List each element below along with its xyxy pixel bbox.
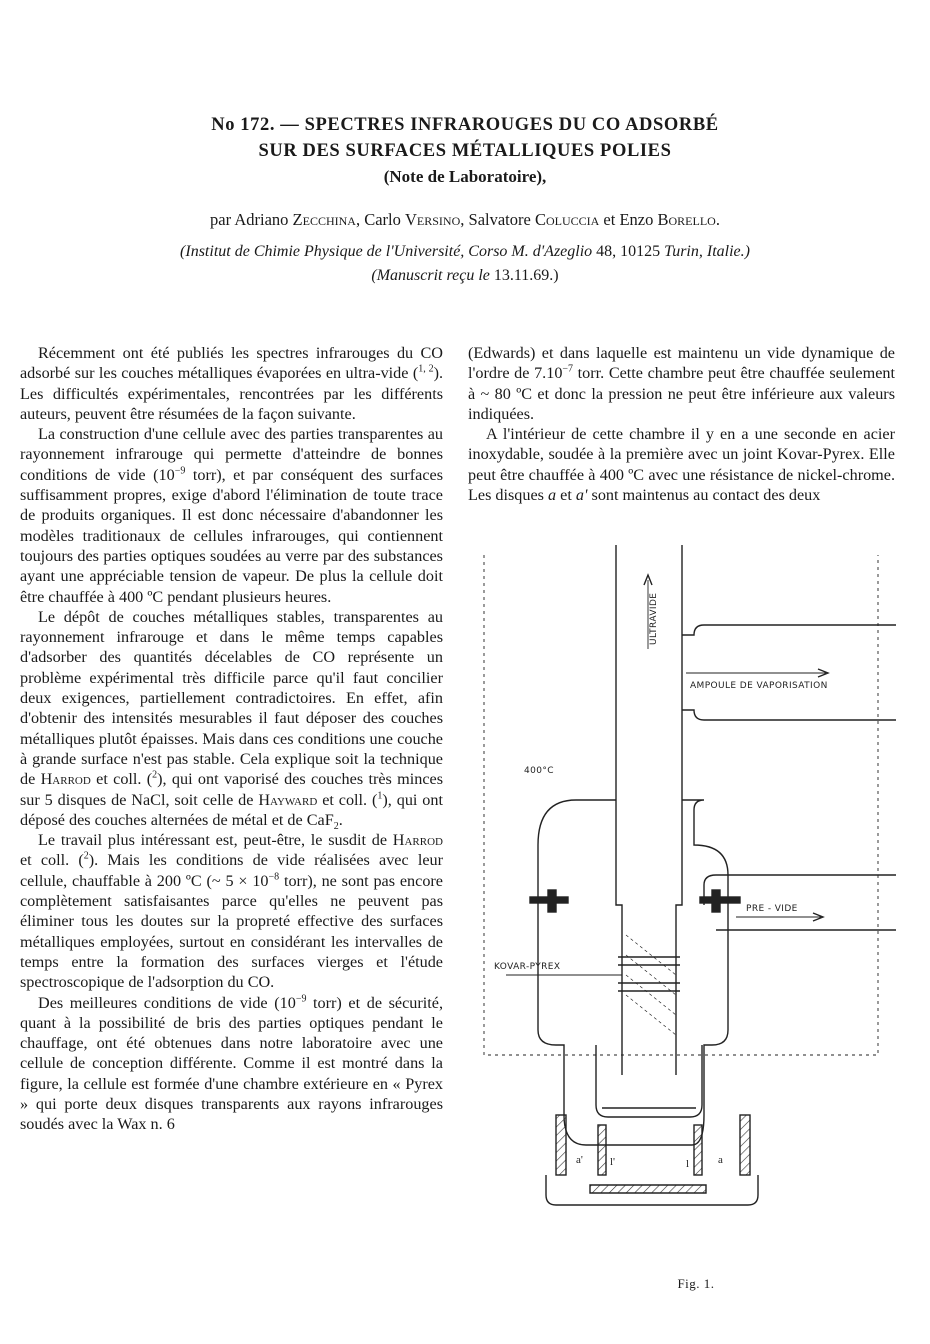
reference: 2 [152, 769, 158, 781]
authors-sep: et Enzo [599, 210, 658, 229]
outer-chamber-left [538, 800, 616, 1115]
authors-sep: , Carlo [355, 210, 405, 229]
text: torr), ne sont pas encore complètement satisfaisantes parce qu'elles ne peuvent pas éliminer tous les doutes sur la propreté effective des surfaces métalliques employées, surtout en considérant les intervalles de temps entre la formation des surfaces vierges et l'étude spectroscopique de l'adsorption du CO. [20, 871, 443, 992]
text: torr) et de sécurité, quant à la possibilité de bris des parties optiques pendant le chauffage, ont été obtenues dans notre laboratoire avec une cellule de conception différente. Comme il est montré dans la figure, la cellule est formée d'une chambre extérieure en « Pyrex » qui porte deux disques transparents aux rayons infrarouges soudés avec la Wax n. 6 [20, 993, 443, 1134]
right-column [468, 343, 895, 505]
text: La construction d'une cellule avec des parties transparentes au rayonnement infrarouge qui permette d'atteindre de bonnes conditions de vide (10 [20, 425, 443, 484]
window-l [694, 1125, 702, 1175]
text: ). Les difficultés expérimentales, rencontrées par les différents auteurs, peuvent être résumées de la façon suivante. [20, 364, 444, 423]
author-ref: Hayward [258, 790, 318, 809]
label-temp: 400°C [524, 766, 554, 776]
article-header [0, 112, 930, 288]
left-column [20, 343, 443, 1135]
window-a [740, 1115, 750, 1175]
dotted-heating-zone [622, 925, 676, 1045]
paragraph [468, 424, 895, 505]
authors [0, 208, 930, 232]
text: (Edwards) et dans laquelle est maintenu un vide dynamique de l'ordre de 7.10 [468, 344, 895, 383]
label-a-prime: a' [576, 1154, 583, 1166]
paragraph [20, 343, 443, 424]
italic-label: a' [575, 486, 588, 505]
label-l-prime: l' [610, 1156, 616, 1168]
outer-boundary [484, 555, 878, 1055]
text: Des meilleures conditions de vide (10 [38, 993, 296, 1012]
affiliation-text: (Institut de Chimie Physique de l'Université, Corso M. d'Azeglio [180, 243, 597, 260]
author-ref: Harrod [392, 831, 443, 850]
affiliation [0, 240, 930, 264]
branch-lower-a [682, 800, 704, 810]
author-name: Versino [405, 210, 461, 229]
manuscript-received [0, 264, 930, 288]
authors-prefix: par Adriano [210, 210, 293, 229]
outer-chamber-bottom [564, 1115, 704, 1145]
text: et coll. ( [317, 790, 378, 809]
title-line-1: No 172. — SPECTRES INFRAROUGES DU CO ADSORBÉ [211, 115, 719, 135]
manuscript-date: 13.11.69. [493, 267, 554, 284]
branch-middle [682, 710, 896, 720]
text: sont maintenus au contact des deux [587, 486, 821, 505]
paragraph [468, 343, 895, 424]
text: et coll. ( [20, 851, 84, 870]
title-line-2: SUR DES SURFACES MÉTALLIQUES POLIES [258, 141, 672, 161]
affiliation-number: 48, 10125 [596, 243, 661, 260]
text: ). Mais les conditions de vide réalisées avec leur cellule, chauffable à 200 ºC (~ 5 × 10 [20, 851, 443, 890]
inner-chamber [596, 1045, 702, 1117]
exponent: −8 [268, 871, 280, 883]
outer-chamber-right [694, 810, 728, 1115]
paragraph [20, 830, 443, 992]
text: Le travail plus intéressant est, peut-être, le susdit de [38, 831, 393, 850]
manuscript-label: (Manuscrit reçu le [371, 267, 494, 284]
window-l-prime [598, 1125, 606, 1175]
central-tube-left [616, 545, 622, 1075]
clamp-left [548, 890, 556, 912]
text: et coll. ( [90, 770, 153, 789]
affiliation-city: Turin, Italie.) [660, 243, 750, 260]
subtitle: (Note de Laboratoire), [383, 167, 547, 186]
reference: 1, 2 [418, 363, 434, 375]
author-name: Coluccia [534, 210, 600, 229]
label-a: a [718, 1154, 723, 1166]
authors-sep: , Salvatore [460, 210, 535, 229]
cell-diagram [476, 545, 896, 1215]
label-ultravide: ULTRAVIDE [649, 592, 659, 645]
text: . [338, 810, 343, 829]
text: torr), et par conséquent des surfaces suffisamment propres, exige d'abord l'élimination de toute trace de produits organiques. Il est donc nécessaire d'abandonner les modèles traditionaux de cellules infrarouges, qui contiennent toujours des parties optiques soudées au verre par des substances ayant une appréciable tension de vapeur. De plus la cellule doit être chauffée à 400 ºC pendant plusieurs heures. [20, 465, 443, 606]
text: ), qui ont vaporisé des couches très minces sur 5 disques de NaCl, soit celle de [20, 770, 443, 809]
italic-label: a [548, 486, 557, 505]
label-l: l [686, 1158, 690, 1170]
text: et [556, 486, 576, 505]
author-ref: Harrod [40, 770, 91, 789]
paragraph [20, 993, 443, 1135]
author-name: Borello [657, 210, 716, 229]
author-name: Zecchina [292, 210, 356, 229]
paragraph [20, 424, 443, 607]
paragraph [20, 607, 443, 833]
subscript: 2 [333, 821, 339, 833]
text: torr. Cette chambre peut être chauffée seulement à ~ 80 ºC et donc la pression ne peut être inférieure aux valeurs indiquées. [468, 364, 895, 423]
text: A l'intérieur de cette chambre il y en a une seconde en acier inoxydable, soudée à la première avec un joint Kovar-Pyrex. Elle peut être chauffée à 400 ºC avec une résistance de nickel-chrome. Les disques [468, 425, 895, 505]
window-a-prime [556, 1115, 566, 1175]
exponent: −9 [295, 993, 307, 1005]
text: Récemment ont été publiés les spectres infrarouges du CO adsorbé sur les couches métalliques évaporées en ultra-vide ( [20, 344, 443, 383]
text: Le dépôt de couches métalliques stables, transparentes au rayonnement infrarouge et dans le même temps capables d'adsorber des quantités décelables de CO représente un problème expérimental très difficile parce qu'il faut concilier deux exigences, partiellement contradictoires. En effet, afin d'obtenir des intensités mesurables il faut déposer des couches métalliques plutôt épaisses. Mais dans ces conditions une couche à grande surface n'est pas stable. Cela explique soit la technique de [20, 607, 443, 789]
figure-caption: Fig. 1. [677, 1276, 715, 1291]
label-ampoule: AMPOULE DE VAPORISATION [690, 681, 828, 691]
text: ), qui ont déposé des couches alternées de métal et de CaF [20, 790, 443, 829]
branch-upper [682, 625, 896, 635]
hatch-diagonal [626, 935, 676, 1035]
clamp-right [712, 890, 720, 912]
central-tube-right [676, 545, 682, 1075]
cell-base [590, 1185, 706, 1193]
reference: 2 [83, 851, 89, 863]
label-previde: PRE - VIDE [746, 904, 798, 914]
manuscript-close: ) [553, 267, 559, 284]
exponent: −9 [174, 465, 186, 477]
label-kovar: KOVAR-PYREX [494, 962, 561, 972]
authors-end: . [715, 210, 720, 229]
reference: 1 [377, 790, 383, 802]
exponent: −7 [562, 363, 574, 375]
